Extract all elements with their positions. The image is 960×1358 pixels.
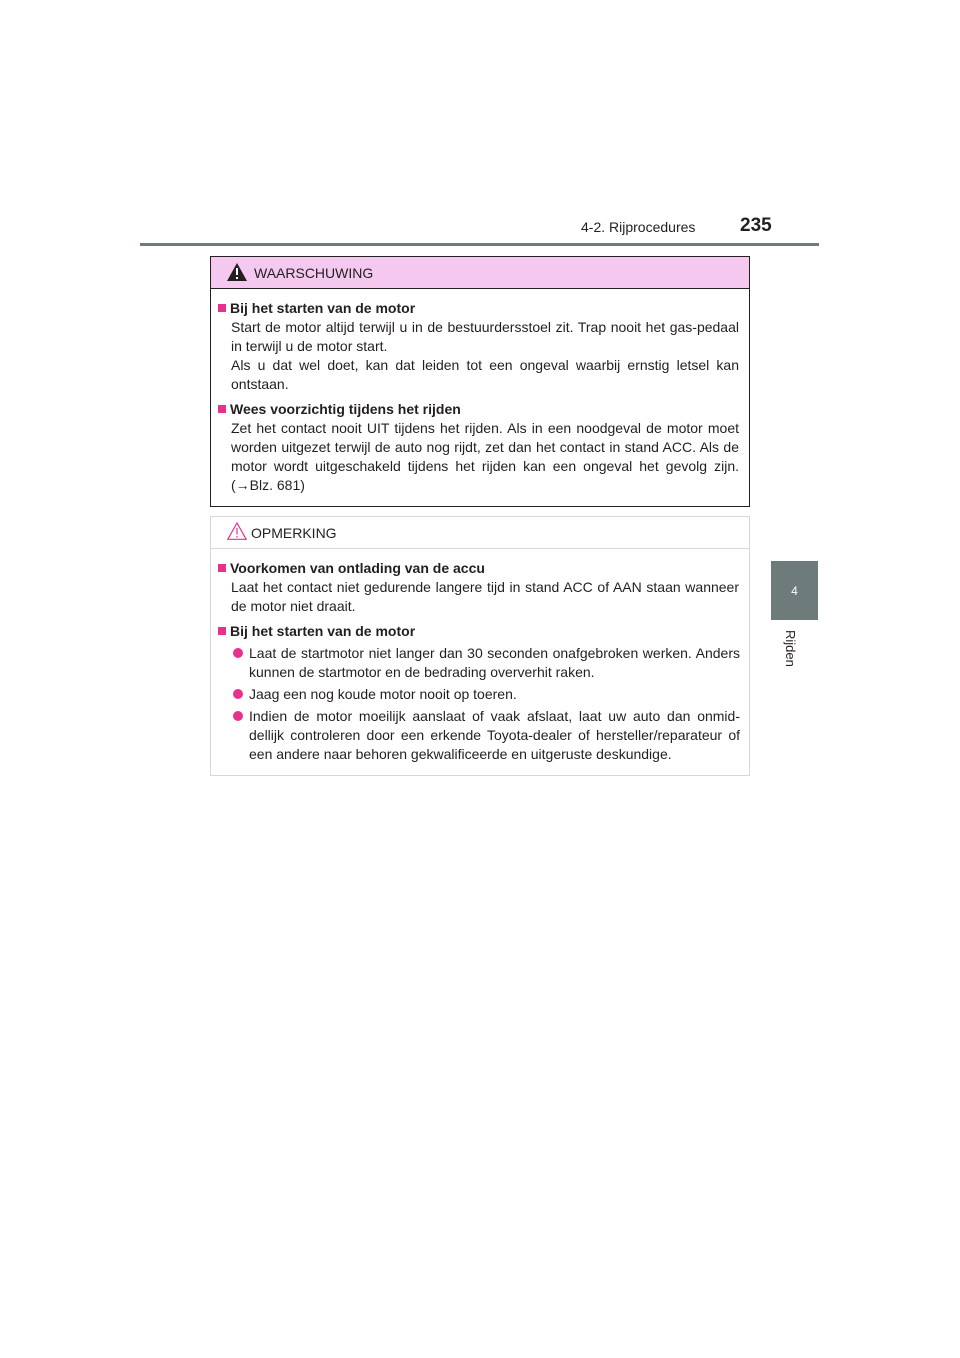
note-title: OPMERKING [251, 525, 337, 541]
warning-section [218, 299, 740, 394]
note-section [218, 622, 740, 764]
section-title-text: Bij het starten van de motor [230, 623, 416, 639]
warning-paragraph: Zet het contact nooit UIT tijdens het rijden. Als in een noodgeval de motor moet worden uitgezet terwijl de auto nog rijdt, zet dan het contact in stand ACC. Als de motor wordt uitgeschakeld tijdens het rijden kan een ongeval het gevolg zijn. (→Blz. 681) [231, 420, 739, 493]
bullet-item [218, 644, 740, 682]
warning-section [218, 400, 740, 495]
bullet-item [218, 685, 740, 704]
note-section-title [218, 622, 740, 641]
caution-triangle-outline-icon [227, 522, 247, 540]
warning-box [210, 256, 750, 507]
warning-section-title [218, 400, 740, 419]
section-title-text: Bij het starten van de motor [230, 300, 416, 316]
round-bullet-icon [233, 711, 243, 721]
warning-section-title [218, 299, 740, 318]
bullet-item [218, 707, 740, 764]
warning-paragraph: Als u dat wel doet, kan dat leiden tot een ongeval waarbij ernstig letsel kan ontstaan. [231, 357, 739, 392]
section-title-text: Wees voorzichtig tijdens het rijden [230, 401, 461, 417]
square-bullet-icon [218, 627, 226, 635]
chapter-label-text: Rijden [783, 630, 798, 667]
page-number: 235 [740, 215, 772, 236]
section-title-text: Voorkomen van ontlading van de accu [230, 560, 485, 576]
chapter-label [776, 628, 816, 678]
square-bullet-icon [218, 304, 226, 312]
note-body [211, 549, 749, 764]
warning-header [211, 257, 749, 289]
bullet-text: Indien de motor moeilijk aanslaat of vaak afslaat, laat uw auto dan onmid-dellijk controleren door een erkende Toyota-dealer of hersteller/reparateur of een andere naar behoren gekwalificeerde en uitgeruste deskundige. [249, 708, 740, 762]
round-bullet-icon [233, 689, 243, 699]
square-bullet-icon [218, 405, 226, 413]
header-rule [140, 243, 819, 246]
note-box [210, 516, 750, 776]
page-header-section: 4-2. Rijprocedures [581, 219, 696, 235]
warning-paragraph: Start de motor altijd terwijl u in de bestuurdersstoel zit. Trap nooit het gas-pedaal in terwijl u de motor start. [231, 319, 739, 354]
bullet-text: Laat de startmotor niet langer dan 30 seconden onafgebroken werken. Anders kunnen de startmotor en de bedrading oververhit raken. [249, 645, 740, 680]
square-bullet-icon [218, 564, 226, 572]
note-section [218, 559, 740, 616]
note-paragraph: Laat het contact niet gedurende langere tijd in stand ACC of AAN staan wanneer de motor niet draait. [231, 579, 739, 614]
warning-title: WAARSCHUWING [254, 265, 374, 281]
note-header [211, 517, 749, 549]
chapter-number: 4 [791, 584, 798, 598]
chapter-tab [771, 561, 818, 620]
bullet-text: Jaag een nog koude motor nooit op toeren. [249, 686, 517, 702]
round-bullet-icon [233, 648, 243, 658]
warning-triangle-icon [227, 263, 247, 281]
note-section-title [218, 559, 740, 578]
warning-body [211, 289, 749, 495]
